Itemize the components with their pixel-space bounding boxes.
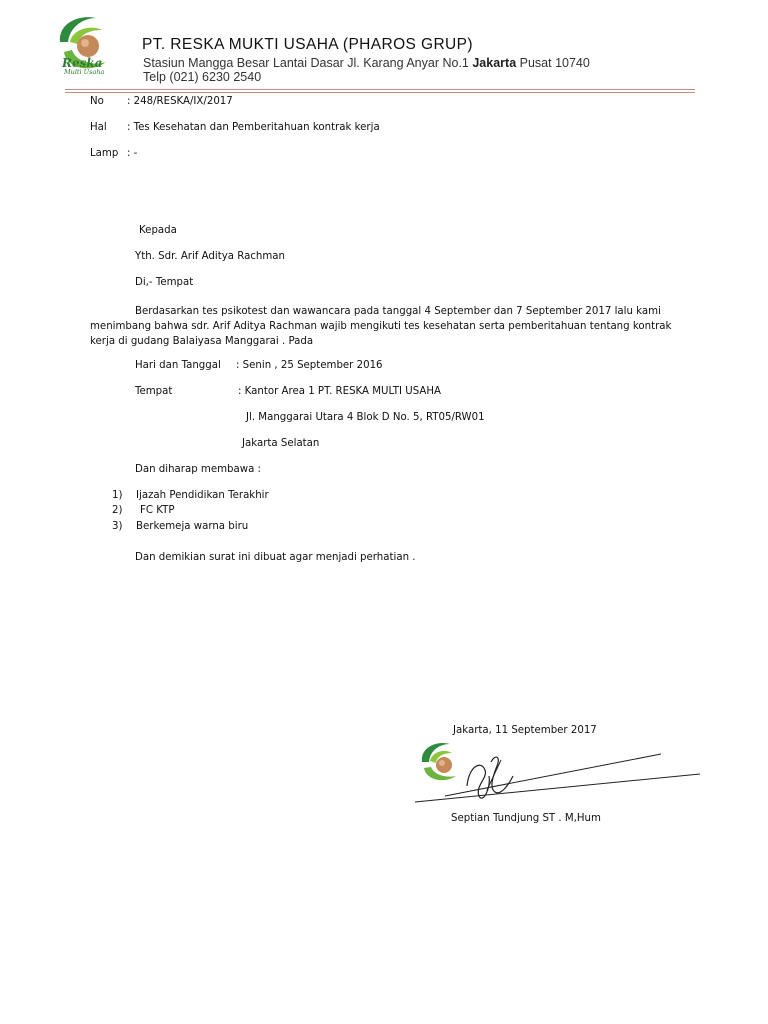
logo-subtext: Multi Usaha bbox=[64, 68, 105, 76]
hari-value: : Senin , 25 September 2016 bbox=[236, 360, 383, 371]
recipient-place: Di,- Tempat bbox=[135, 277, 194, 288]
no-value: : 248/RESKA/IX/2017 bbox=[127, 96, 233, 107]
signature-scribble-icon bbox=[405, 740, 715, 820]
hal-label: Hal bbox=[90, 122, 107, 133]
list-item-number: 3) bbox=[112, 521, 123, 532]
list-item: FC KTP bbox=[140, 505, 175, 516]
list-item: Ijazah Pendidikan Terakhir bbox=[136, 490, 269, 501]
recipient-kepada: Kepada bbox=[139, 225, 177, 236]
lamp-value: : - bbox=[127, 148, 138, 159]
signatory-name: Septian Tundjung ST . M,Hum bbox=[451, 813, 601, 824]
list-item-number: 2) bbox=[112, 505, 123, 516]
company-address: Stasiun Mangga Besar Lantai Dasar Jl. Karang Anyar No.1 Jakarta Pusat 10740 bbox=[143, 56, 590, 70]
recipient-name: Yth. Sdr. Arif Aditya Rachman bbox=[135, 251, 285, 262]
company-name: PT. RESKA MUKTI USAHA (PHAROS GRUP) bbox=[142, 36, 473, 53]
company-telp: Telp (021) 6230 2540 bbox=[143, 70, 262, 84]
address-city: Jakarta bbox=[472, 56, 517, 70]
lamp-label: Lamp bbox=[90, 148, 119, 159]
list-item: Berkemeja warna biru bbox=[136, 521, 249, 532]
tempat-line2: Jl. Manggarai Utara 4 Blok D No. 5, RT05/RW01 bbox=[246, 412, 485, 423]
signature-place-date: Jakarta, 11 September 2017 bbox=[453, 725, 597, 736]
closing-text: Dan demikian surat ini dibuat agar menjadi perhatian . bbox=[135, 552, 416, 563]
tempat-line3: Jakarta Selatan bbox=[242, 438, 320, 449]
hari-label: Hari dan Tanggal bbox=[135, 360, 221, 371]
header-rule bbox=[65, 89, 695, 90]
tempat-label: Tempat bbox=[135, 386, 173, 397]
bring-intro: Dan diharap membawa : bbox=[135, 464, 261, 475]
header-rule-second bbox=[65, 92, 695, 93]
company-logo bbox=[50, 12, 120, 78]
logo-text: Reska bbox=[62, 56, 103, 70]
body-paragraph: Berdasarkan tes psikotest dan wawancara pada tanggal 4 September dan 7 September 2017 lalu kami menimbang bahwa sdr. Arif Aditya Rachman wajib mengikuti tes kesehatan serta pemberitahuan tentang kontrak kerja di gudang Balaiyasa Manggarai . Pada bbox=[90, 306, 672, 347]
hal-value: : Tes Kesehatan dan Pemberitahuan kontrak kerja bbox=[127, 122, 380, 133]
no-label: No bbox=[90, 96, 104, 107]
list-item-number: 1) bbox=[112, 490, 123, 501]
tempat-value: : Kantor Area 1 PT. RESKA MULTI USAHA bbox=[238, 386, 441, 397]
